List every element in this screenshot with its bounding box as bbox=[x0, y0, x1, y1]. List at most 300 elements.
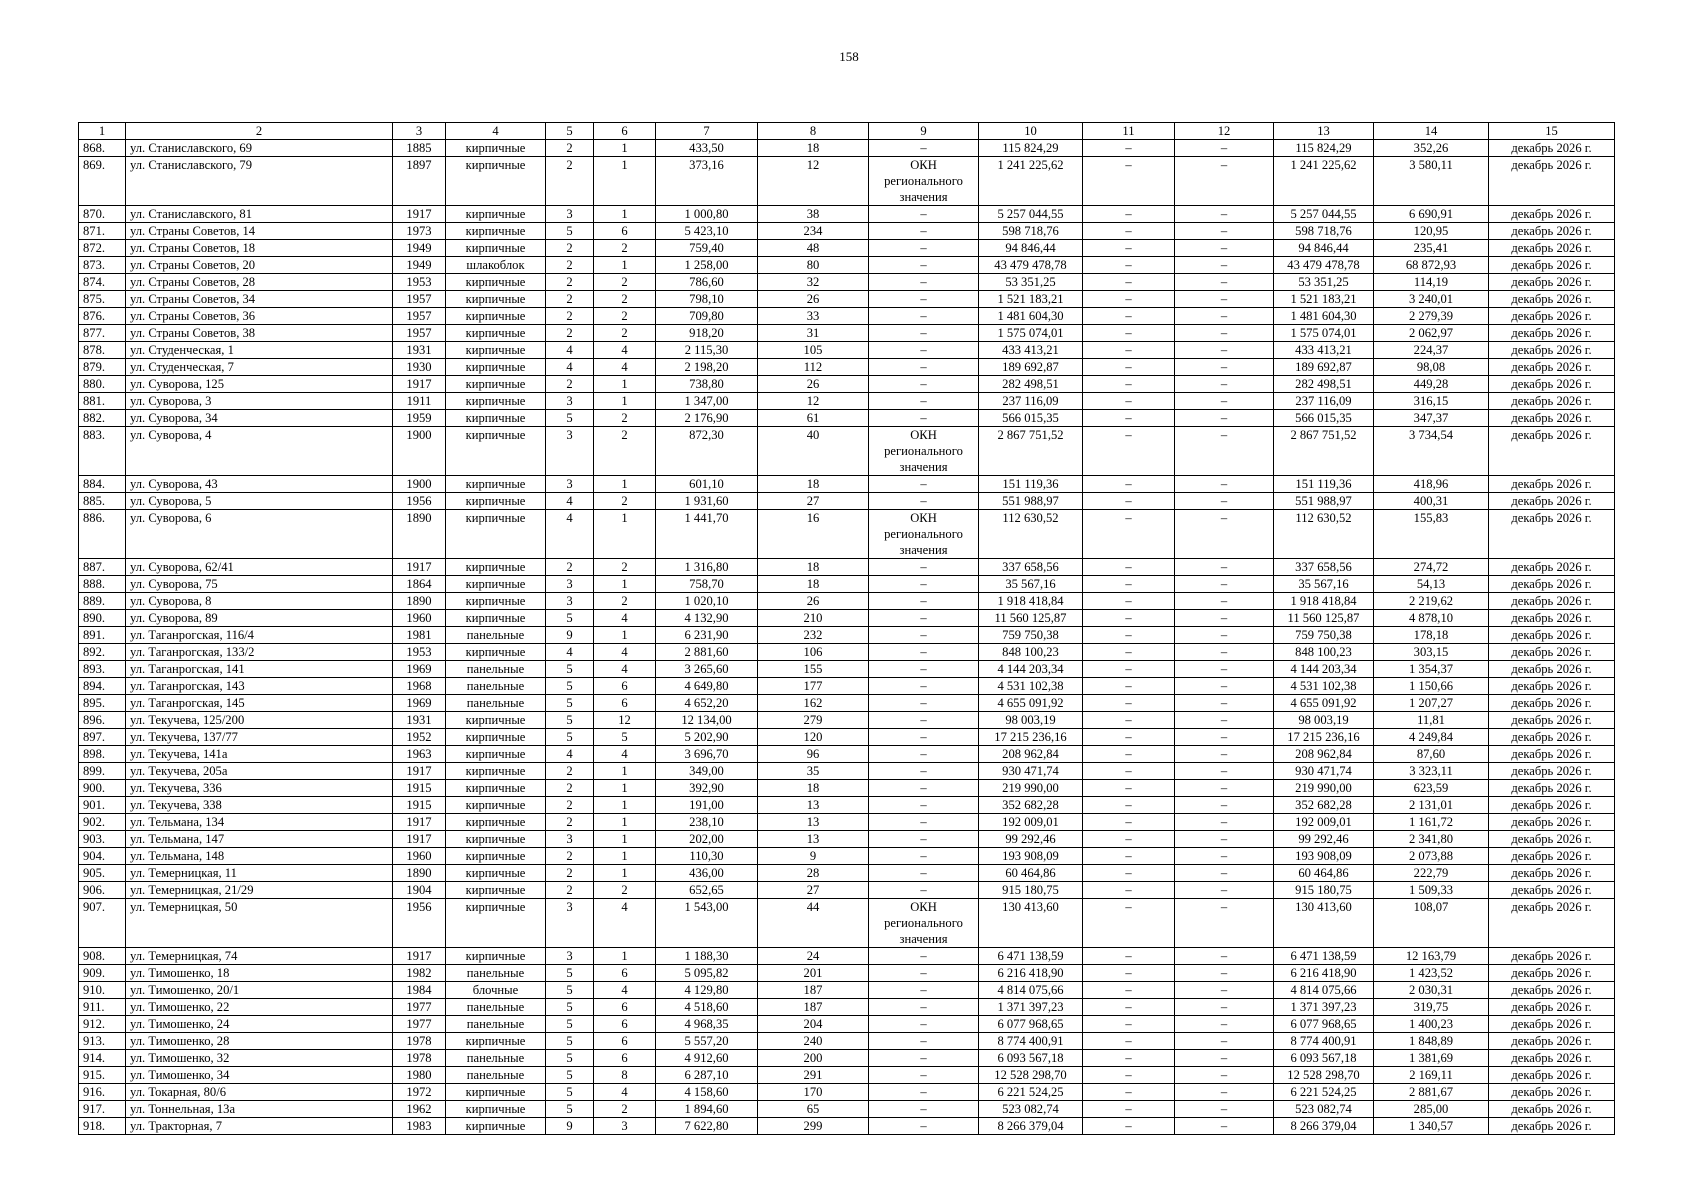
table-cell: 65 bbox=[758, 1101, 869, 1118]
table-cell: 6 216 418,90 bbox=[1274, 965, 1374, 982]
table-cell: 80 bbox=[758, 257, 869, 274]
address-cell: ул. Страны Советов, 28 bbox=[126, 274, 393, 291]
table-cell: 219 990,00 bbox=[1274, 780, 1374, 797]
row-number-cell: 873. bbox=[79, 257, 126, 274]
row-number-cell: 868. bbox=[79, 140, 126, 157]
table-cell: – bbox=[869, 1118, 979, 1135]
table-cell: 5 bbox=[546, 410, 594, 427]
table-cell: декабрь 2026 г. bbox=[1489, 1118, 1615, 1135]
table-cell: кирпичные bbox=[446, 427, 546, 476]
table-cell: 4 814 075,66 bbox=[979, 982, 1083, 999]
table-cell: декабрь 2026 г. bbox=[1489, 427, 1615, 476]
table-cell: 1962 bbox=[393, 1101, 446, 1118]
table-row bbox=[79, 610, 1615, 627]
address-cell: ул. Текучева, 141а bbox=[126, 746, 393, 763]
table-cell: 1981 bbox=[393, 627, 446, 644]
table-cell: 16 bbox=[758, 510, 869, 559]
table-cell: – bbox=[1175, 223, 1274, 240]
table-cell: 38 bbox=[758, 206, 869, 223]
table-cell: 192 009,01 bbox=[1274, 814, 1374, 831]
row-number-cell: 896. bbox=[79, 712, 126, 729]
table-cell: 28 bbox=[758, 865, 869, 882]
table-cell: 4 bbox=[594, 644, 656, 661]
column-header-8: 8 bbox=[758, 123, 869, 140]
address-cell: ул. Станиславского, 69 bbox=[126, 140, 393, 157]
table-cell: – bbox=[1175, 393, 1274, 410]
table-cell: 2 bbox=[594, 559, 656, 576]
table-cell: 96 bbox=[758, 746, 869, 763]
table-cell: 1917 bbox=[393, 948, 446, 965]
table-cell: 4 bbox=[594, 899, 656, 948]
table-cell: декабрь 2026 г. bbox=[1489, 1101, 1615, 1118]
table-cell: – bbox=[1083, 865, 1175, 882]
table-cell: кирпичные bbox=[446, 1118, 546, 1135]
table-row bbox=[79, 899, 1615, 948]
row-number-cell: 913. bbox=[79, 1033, 126, 1050]
table-cell: – bbox=[1083, 223, 1175, 240]
table-cell: 1904 bbox=[393, 882, 446, 899]
table-cell: кирпичные bbox=[446, 157, 546, 206]
table-cell: кирпичные bbox=[446, 797, 546, 814]
table-cell: декабрь 2026 г. bbox=[1489, 695, 1615, 712]
table-cell: 200 bbox=[758, 1050, 869, 1067]
table-cell: 5 bbox=[546, 1016, 594, 1033]
table-cell: 9 bbox=[546, 1118, 594, 1135]
row-number-cell: 871. bbox=[79, 223, 126, 240]
table-cell: 1 bbox=[594, 865, 656, 882]
table-cell: кирпичные bbox=[446, 746, 546, 763]
table-cell: – bbox=[1175, 627, 1274, 644]
table-cell: декабрь 2026 г. bbox=[1489, 342, 1615, 359]
table-cell: – bbox=[1083, 493, 1175, 510]
table-cell: 2 bbox=[546, 559, 594, 576]
table-cell: 5 bbox=[594, 729, 656, 746]
table-cell: 32 bbox=[758, 274, 869, 291]
row-number-cell: 874. bbox=[79, 274, 126, 291]
table-cell: декабрь 2026 г. bbox=[1489, 1084, 1615, 1101]
table-cell: 4 bbox=[594, 746, 656, 763]
table-cell: 2 bbox=[546, 763, 594, 780]
row-number-cell: 869. bbox=[79, 157, 126, 206]
table-cell: 1 400,23 bbox=[1374, 1016, 1489, 1033]
table-cell: – bbox=[1175, 865, 1274, 882]
table-cell: – bbox=[869, 359, 979, 376]
table-cell: 5 423,10 bbox=[656, 223, 758, 240]
table-cell: – bbox=[869, 240, 979, 257]
table-cell: 18 bbox=[758, 780, 869, 797]
table-cell: 1 354,37 bbox=[1374, 661, 1489, 678]
table-cell: 598 718,76 bbox=[979, 223, 1083, 240]
table-cell: 652,65 bbox=[656, 882, 758, 899]
table-cell: 4 bbox=[546, 510, 594, 559]
table-cell: панельные bbox=[446, 678, 546, 695]
column-header-9: 9 bbox=[869, 123, 979, 140]
table-cell: ОКН регионального значения bbox=[869, 427, 979, 476]
address-cell: ул. Тимошенко, 22 bbox=[126, 999, 393, 1016]
table-cell: 4 132,90 bbox=[656, 610, 758, 627]
table-cell: 11 560 125,87 bbox=[979, 610, 1083, 627]
table-cell: 1956 bbox=[393, 493, 446, 510]
table-cell: 1 316,80 bbox=[656, 559, 758, 576]
table-cell: 4 bbox=[594, 610, 656, 627]
table-cell: 6 690,91 bbox=[1374, 206, 1489, 223]
address-cell: ул. Студенческая, 1 bbox=[126, 342, 393, 359]
table-cell: 98,08 bbox=[1374, 359, 1489, 376]
table-cell: кирпичные bbox=[446, 359, 546, 376]
table-cell: – bbox=[1083, 712, 1175, 729]
row-number-cell: 888. bbox=[79, 576, 126, 593]
table-cell: 1 bbox=[594, 780, 656, 797]
table-cell: блочные bbox=[446, 982, 546, 999]
table-row bbox=[79, 1033, 1615, 1050]
table-cell: декабрь 2026 г. bbox=[1489, 359, 1615, 376]
table-cell: – bbox=[869, 1084, 979, 1101]
table-cell: 1 bbox=[594, 206, 656, 223]
table-cell: декабрь 2026 г. bbox=[1489, 140, 1615, 157]
table-cell: – bbox=[1175, 982, 1274, 999]
table-cell: кирпичные bbox=[446, 899, 546, 948]
table-cell: 108,07 bbox=[1374, 899, 1489, 948]
address-cell: ул. Текучева, 205а bbox=[126, 763, 393, 780]
table-cell: панельные bbox=[446, 695, 546, 712]
table-cell: 120,95 bbox=[1374, 223, 1489, 240]
table-cell: 105 bbox=[758, 342, 869, 359]
table-cell: – bbox=[869, 729, 979, 746]
table-cell: 5 bbox=[546, 695, 594, 712]
table-cell: 53 351,25 bbox=[1274, 274, 1374, 291]
row-number-cell: 882. bbox=[79, 410, 126, 427]
table-cell: ОКН регионального значения bbox=[869, 899, 979, 948]
table-cell: 5 bbox=[546, 223, 594, 240]
column-header-13: 13 bbox=[1274, 123, 1374, 140]
table-cell: 433 413,21 bbox=[1274, 342, 1374, 359]
table-cell: 5 bbox=[546, 712, 594, 729]
table-cell: – bbox=[1083, 393, 1175, 410]
table-cell: 61 bbox=[758, 410, 869, 427]
table-cell: – bbox=[1083, 274, 1175, 291]
table-row bbox=[79, 410, 1615, 427]
table-cell: 1 918 418,84 bbox=[1274, 593, 1374, 610]
table-cell: – bbox=[869, 1101, 979, 1118]
table-cell: 1 575 074,01 bbox=[1274, 325, 1374, 342]
table-row bbox=[79, 948, 1615, 965]
table-cell: декабрь 2026 г. bbox=[1489, 899, 1615, 948]
table-row bbox=[79, 661, 1615, 678]
table-cell: 235,41 bbox=[1374, 240, 1489, 257]
table-cell: 2 bbox=[594, 593, 656, 610]
table-cell: 6 093 567,18 bbox=[979, 1050, 1083, 1067]
table-row bbox=[79, 644, 1615, 661]
table-cell: 210 bbox=[758, 610, 869, 627]
table-cell: 2 bbox=[546, 308, 594, 325]
table-cell: декабрь 2026 г. bbox=[1489, 1033, 1615, 1050]
table-cell: декабрь 2026 г. bbox=[1489, 410, 1615, 427]
table-row bbox=[79, 712, 1615, 729]
table-cell: панельные bbox=[446, 1016, 546, 1033]
table-cell: 12 163,79 bbox=[1374, 948, 1489, 965]
table-cell: 1 918 418,84 bbox=[979, 593, 1083, 610]
table-cell: 5 257 044,55 bbox=[979, 206, 1083, 223]
table-cell: 759 750,38 bbox=[979, 627, 1083, 644]
table-cell: 1 bbox=[594, 848, 656, 865]
table-cell: 1 241 225,62 bbox=[979, 157, 1083, 206]
address-cell: ул. Тельмана, 134 bbox=[126, 814, 393, 831]
table-cell: кирпичные bbox=[446, 240, 546, 257]
table-cell: 2 881,60 bbox=[656, 644, 758, 661]
table-cell: 31 bbox=[758, 325, 869, 342]
table-cell: кирпичные bbox=[446, 1084, 546, 1101]
table-cell: – bbox=[869, 206, 979, 223]
row-number-cell: 883. bbox=[79, 427, 126, 476]
row-number-cell: 918. bbox=[79, 1118, 126, 1135]
table-cell: 1 441,70 bbox=[656, 510, 758, 559]
table-cell: кирпичные bbox=[446, 223, 546, 240]
table-cell: кирпичные bbox=[446, 206, 546, 223]
table-cell: 601,10 bbox=[656, 476, 758, 493]
row-number-cell: 894. bbox=[79, 678, 126, 695]
table-row bbox=[79, 729, 1615, 746]
column-header-1: 1 bbox=[79, 123, 126, 140]
table-cell: 99 292,46 bbox=[1274, 831, 1374, 848]
table-cell: декабрь 2026 г. bbox=[1489, 393, 1615, 410]
address-cell: ул. Суворова, 3 bbox=[126, 393, 393, 410]
table-cell: – bbox=[1083, 610, 1175, 627]
table-cell: 112 630,52 bbox=[1274, 510, 1374, 559]
table-cell: 1 521 183,21 bbox=[979, 291, 1083, 308]
row-number-cell: 885. bbox=[79, 493, 126, 510]
table-cell: декабрь 2026 г. bbox=[1489, 729, 1615, 746]
table-cell: 208 962,84 bbox=[1274, 746, 1374, 763]
table-cell: 5 bbox=[546, 729, 594, 746]
table-cell: 3 bbox=[546, 948, 594, 965]
table-cell: 1 381,69 bbox=[1374, 1050, 1489, 1067]
table-cell: 5 bbox=[546, 661, 594, 678]
table-cell: – bbox=[1083, 410, 1175, 427]
table-cell: 1960 bbox=[393, 610, 446, 627]
table-cell: 400,31 bbox=[1374, 493, 1489, 510]
table-cell: – bbox=[1175, 695, 1274, 712]
table-cell: – bbox=[1175, 661, 1274, 678]
table-cell: 6 bbox=[594, 695, 656, 712]
table-cell: 155 bbox=[758, 661, 869, 678]
table-cell: 4 bbox=[594, 1084, 656, 1101]
table-cell: 1 347,00 bbox=[656, 393, 758, 410]
column-header-11: 11 bbox=[1083, 123, 1175, 140]
address-cell: ул. Суворова, 62/41 bbox=[126, 559, 393, 576]
table-cell: 6 216 418,90 bbox=[979, 965, 1083, 982]
table-cell: 918,20 bbox=[656, 325, 758, 342]
table-cell: – bbox=[1083, 476, 1175, 493]
row-number-cell: 880. bbox=[79, 376, 126, 393]
table-cell: кирпичные bbox=[446, 848, 546, 865]
table-cell: 786,60 bbox=[656, 274, 758, 291]
table-cell: – bbox=[869, 559, 979, 576]
table-cell: – bbox=[1175, 1033, 1274, 1050]
table-cell: – bbox=[1083, 240, 1175, 257]
table-cell: – bbox=[1175, 1118, 1274, 1135]
table-cell: 352 682,28 bbox=[979, 797, 1083, 814]
table-cell: 26 bbox=[758, 376, 869, 393]
row-number-cell: 906. bbox=[79, 882, 126, 899]
table-cell: панельные bbox=[446, 1067, 546, 1084]
table-cell: декабрь 2026 г. bbox=[1489, 576, 1615, 593]
table-cell: 2 bbox=[546, 325, 594, 342]
table-cell: – bbox=[1083, 814, 1175, 831]
table-cell: 316,15 bbox=[1374, 393, 1489, 410]
table-row bbox=[79, 1118, 1615, 1135]
table-cell: 1 481 604,30 bbox=[979, 308, 1083, 325]
table-cell: декабрь 2026 г. bbox=[1489, 376, 1615, 393]
table-row bbox=[79, 865, 1615, 882]
table-cell: 6 287,10 bbox=[656, 1067, 758, 1084]
table-cell: – bbox=[1175, 848, 1274, 865]
table-cell: – bbox=[1083, 1067, 1175, 1084]
table-cell: 18 bbox=[758, 476, 869, 493]
table-cell: – bbox=[1083, 746, 1175, 763]
housing-table bbox=[78, 122, 1615, 1135]
table-cell: 1 bbox=[594, 576, 656, 593]
table-cell: декабрь 2026 г. bbox=[1489, 274, 1615, 291]
address-cell: ул. Станиславского, 81 bbox=[126, 206, 393, 223]
table-cell: 4 bbox=[546, 342, 594, 359]
table-cell: 1 bbox=[594, 510, 656, 559]
table-cell: – bbox=[869, 644, 979, 661]
table-cell: – bbox=[869, 865, 979, 882]
table-cell: 282 498,51 bbox=[1274, 376, 1374, 393]
table-cell: кирпичные bbox=[446, 712, 546, 729]
table-cell: 2 bbox=[594, 882, 656, 899]
table-cell: декабрь 2026 г. bbox=[1489, 610, 1615, 627]
table-cell: 1885 bbox=[393, 140, 446, 157]
column-header-6: 6 bbox=[594, 123, 656, 140]
table-cell: 373,16 bbox=[656, 157, 758, 206]
table-cell: 4 968,35 bbox=[656, 1016, 758, 1033]
table-cell: 151 119,36 bbox=[1274, 476, 1374, 493]
address-cell: ул. Страны Советов, 14 bbox=[126, 223, 393, 240]
table-cell: 566 015,35 bbox=[1274, 410, 1374, 427]
table-cell: – bbox=[1175, 427, 1274, 476]
table-cell: 1 258,00 bbox=[656, 257, 758, 274]
table-cell: 60 464,86 bbox=[1274, 865, 1374, 882]
table-cell: – bbox=[1175, 1050, 1274, 1067]
table-cell: 68 872,93 bbox=[1374, 257, 1489, 274]
address-cell: ул. Темерницкая, 74 bbox=[126, 948, 393, 965]
table-cell: 60 464,86 bbox=[979, 865, 1083, 882]
table-cell: – bbox=[1175, 342, 1274, 359]
table-cell: декабрь 2026 г. bbox=[1489, 999, 1615, 1016]
table-cell: – bbox=[869, 410, 979, 427]
table-cell: – bbox=[1175, 157, 1274, 206]
table-cell: 2 176,90 bbox=[656, 410, 758, 427]
table-cell: 1 020,10 bbox=[656, 593, 758, 610]
row-number-cell: 910. bbox=[79, 982, 126, 999]
table-cell: декабрь 2026 г. bbox=[1489, 661, 1615, 678]
table-row bbox=[79, 359, 1615, 376]
table-cell: 53 351,25 bbox=[979, 274, 1083, 291]
table-cell: 6 093 567,18 bbox=[1274, 1050, 1374, 1067]
table-cell: 759,40 bbox=[656, 240, 758, 257]
table-cell: – bbox=[1175, 559, 1274, 576]
table-row bbox=[79, 831, 1615, 848]
row-number-cell: 875. bbox=[79, 291, 126, 308]
table-cell: кирпичные bbox=[446, 325, 546, 342]
table-cell: 6 221 524,25 bbox=[979, 1084, 1083, 1101]
row-number-cell: 909. bbox=[79, 965, 126, 982]
table-cell: 319,75 bbox=[1374, 999, 1489, 1016]
table-cell: декабрь 2026 г. bbox=[1489, 865, 1615, 882]
table-cell: – bbox=[869, 1050, 979, 1067]
table-cell: панельные bbox=[446, 1050, 546, 1067]
table-cell: – bbox=[1083, 1084, 1175, 1101]
address-cell: ул. Суворова, 43 bbox=[126, 476, 393, 493]
table-cell: 4 bbox=[546, 746, 594, 763]
table-row bbox=[79, 763, 1615, 780]
table-cell: – bbox=[869, 763, 979, 780]
table-cell: 1915 bbox=[393, 780, 446, 797]
table-cell: – bbox=[869, 797, 979, 814]
address-cell: ул. Страны Советов, 38 bbox=[126, 325, 393, 342]
table-cell: 4 bbox=[546, 359, 594, 376]
row-number-cell: 895. bbox=[79, 695, 126, 712]
table-cell: 201 bbox=[758, 965, 869, 982]
table-cell: 151 119,36 bbox=[979, 476, 1083, 493]
table-cell: 155,83 bbox=[1374, 510, 1489, 559]
table-cell: 7 622,80 bbox=[656, 1118, 758, 1135]
address-cell: ул. Темерницкая, 11 bbox=[126, 865, 393, 882]
table-cell: 1 371 397,23 bbox=[1274, 999, 1374, 1016]
table-cell: 6 471 138,59 bbox=[979, 948, 1083, 965]
table-cell: 48 bbox=[758, 240, 869, 257]
table-cell: – bbox=[869, 393, 979, 410]
table-cell: 4 249,84 bbox=[1374, 729, 1489, 746]
table-cell: 1 207,27 bbox=[1374, 695, 1489, 712]
row-number-cell: 897. bbox=[79, 729, 126, 746]
table-cell: 4 144 203,34 bbox=[1274, 661, 1374, 678]
address-cell: ул. Суворова, 6 bbox=[126, 510, 393, 559]
table-cell: 1 bbox=[594, 814, 656, 831]
row-number-cell: 898. bbox=[79, 746, 126, 763]
table-cell: декабрь 2026 г. bbox=[1489, 644, 1615, 661]
table-cell: – bbox=[1175, 410, 1274, 427]
table-cell: 189 692,87 bbox=[979, 359, 1083, 376]
table-cell: декабрь 2026 г. bbox=[1489, 982, 1615, 999]
table-cell: 115 824,29 bbox=[1274, 140, 1374, 157]
table-row bbox=[79, 814, 1615, 831]
table-cell: – bbox=[869, 1016, 979, 1033]
table-cell: 2 bbox=[546, 814, 594, 831]
table-cell: – bbox=[869, 576, 979, 593]
row-number-cell: 889. bbox=[79, 593, 126, 610]
table-cell: – bbox=[1175, 576, 1274, 593]
table-cell: 6 bbox=[594, 678, 656, 695]
table-cell: – bbox=[1175, 882, 1274, 899]
table-row bbox=[79, 797, 1615, 814]
table-cell: декабрь 2026 г. bbox=[1489, 797, 1615, 814]
table-cell: 1957 bbox=[393, 308, 446, 325]
table-cell: 1982 bbox=[393, 965, 446, 982]
table-cell: 2 169,11 bbox=[1374, 1067, 1489, 1084]
row-number-cell: 872. bbox=[79, 240, 126, 257]
table-cell: 40 bbox=[758, 427, 869, 476]
table-cell: – bbox=[1083, 140, 1175, 157]
table-row bbox=[79, 999, 1615, 1016]
table-cell: 120 bbox=[758, 729, 869, 746]
table-cell: – bbox=[869, 257, 979, 274]
table-cell: кирпичные bbox=[446, 948, 546, 965]
table-cell: 1 423,52 bbox=[1374, 965, 1489, 982]
row-number-cell: 900. bbox=[79, 780, 126, 797]
table-cell: 43 479 478,78 bbox=[979, 257, 1083, 274]
